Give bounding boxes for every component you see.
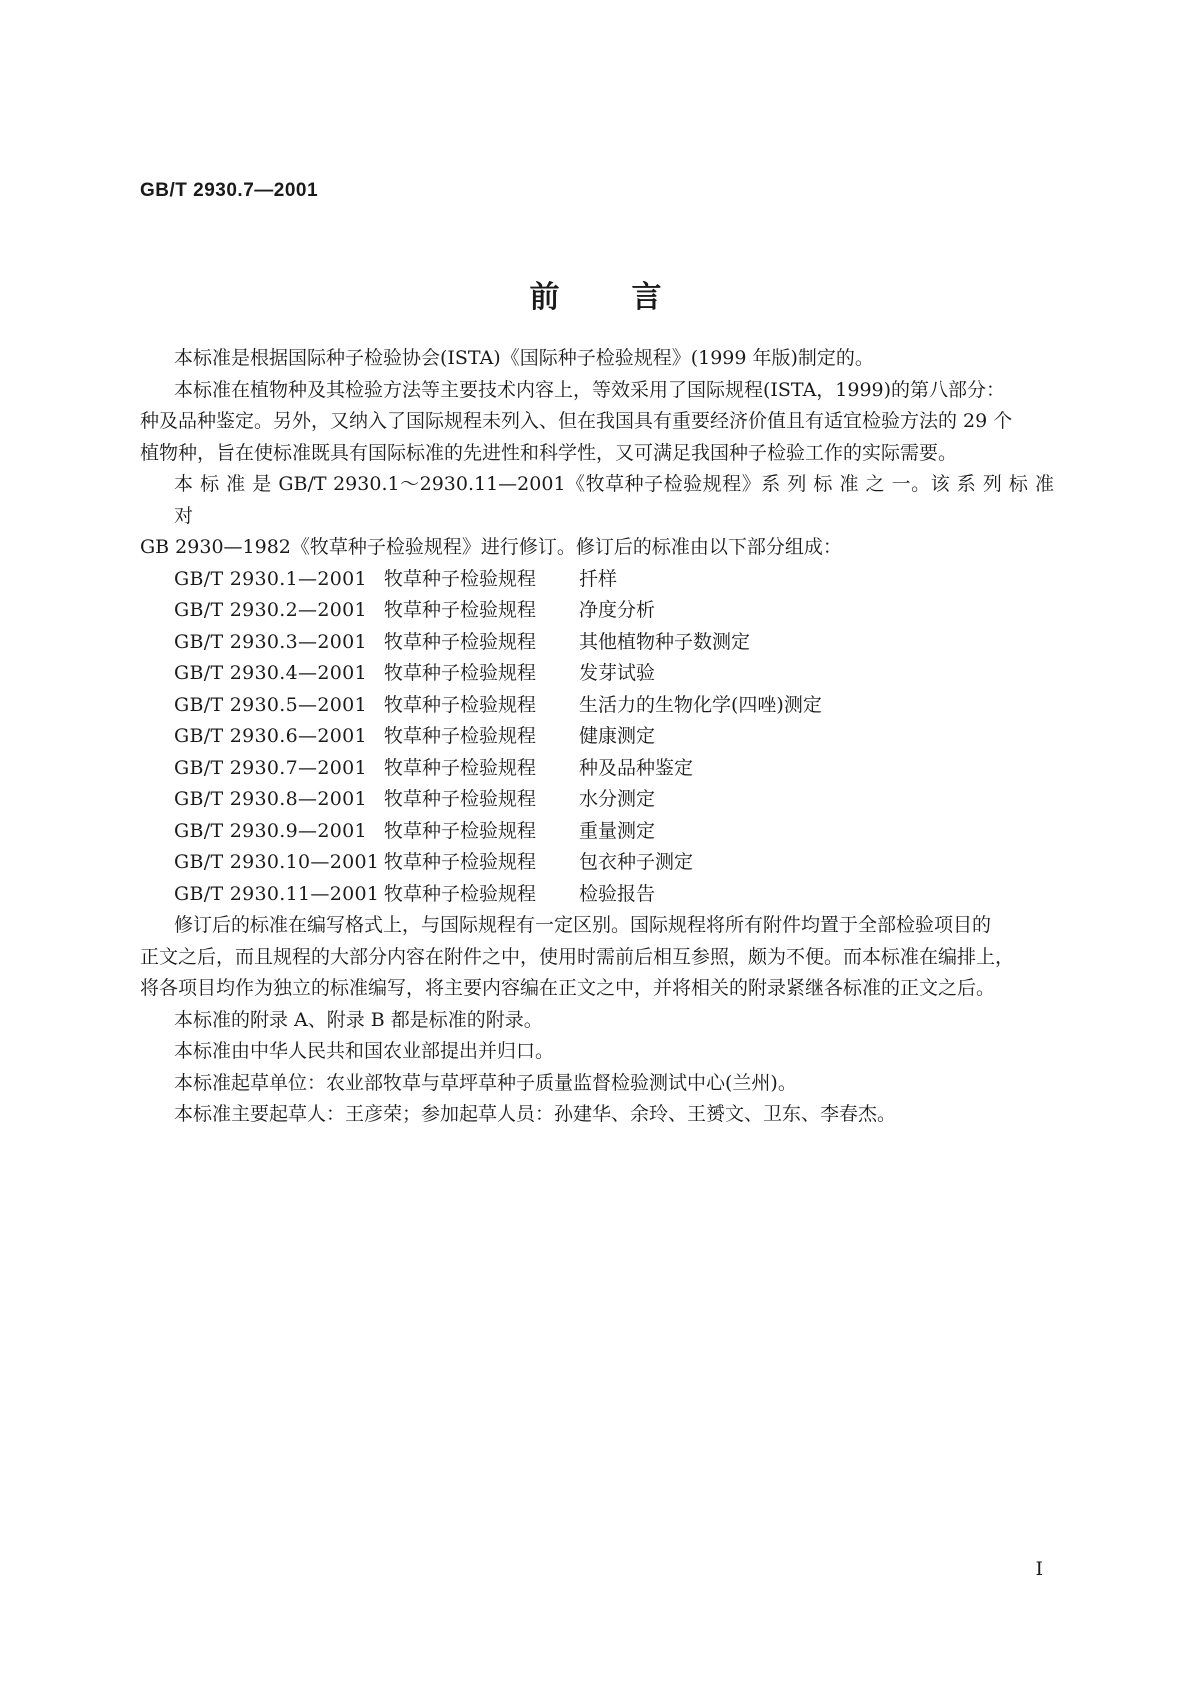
paragraph-line: 本 标 准 是 GB/T 2930.1～2930.11—2001《牧草种子检验规程》系 列 标 准 之 一。该 系 列 标 准 对 xyxy=(174,473,1054,527)
series-list xyxy=(174,564,1054,911)
series-name: 牧草种子检验规程 xyxy=(384,630,537,653)
series-name: 牧草种子检验规程 xyxy=(384,693,537,716)
list-item xyxy=(174,784,1054,816)
page-number: I xyxy=(1035,1558,1043,1580)
standard-code: GB/T 2930.11—2001 xyxy=(174,882,380,905)
paragraph-line: 正文之后，而且规程的大部分内容在附件之中，使用时需前后相互参照，颇为不便。而本标准在编排上， xyxy=(140,945,1015,968)
standard-code: GB/T 2930.9—2001 xyxy=(174,819,367,842)
paragraph-drafting-unit: 本标准起草单位：农业部牧草与草坪草种子质量监督检验测试中心(兰州)。 xyxy=(174,1071,797,1094)
list-item xyxy=(174,658,1054,690)
list-item xyxy=(174,816,1054,848)
paragraph-line: 种及品种鉴定。另外，又纳入了国际规程未列入、但在我国具有重要经济价值且有适宜检验方法的 29 个 xyxy=(140,410,1013,432)
list-item xyxy=(174,847,1054,879)
document-body xyxy=(140,343,1054,1131)
list-item xyxy=(174,595,1054,627)
paragraph-line: 修订后的标准在编写格式上，与国际规程有一定区别。国际规程将所有附件均置于全部检验项目的 xyxy=(174,914,992,936)
series-name: 牧草种子检验规程 xyxy=(384,851,537,873)
paragraph-proposer: 本标准由中华人民共和国农业部提出并归口。 xyxy=(174,1040,555,1062)
paragraph-series xyxy=(140,469,1054,564)
series-name: 牧草种子检验规程 xyxy=(384,882,537,905)
paragraph-appendix: 本标准的附录 A、附录 B 都是标准的附录。 xyxy=(174,1008,543,1031)
standard-code: GB/T 2930.8—2001 xyxy=(174,788,367,810)
list-item xyxy=(174,879,1054,911)
paragraph-equivalence xyxy=(140,375,1054,470)
standard-code: GB/T 2930.5—2001 xyxy=(174,693,367,716)
part-name: 种及品种鉴定 xyxy=(579,756,694,779)
list-item xyxy=(174,690,1054,722)
paragraph-line: 本标准在植物种及其检验方法等主要技术内容上，等效采用了国际规程(ISTA，1999)的第八部分： xyxy=(174,378,1006,401)
list-item xyxy=(174,753,1054,785)
series-name: 牧草种子检验规程 xyxy=(384,819,537,842)
paragraph-line: 植物种，旨在使标准既具有国际标准的先进性和科学性，又可满足我国种子检验工作的实际需要。 xyxy=(140,441,958,464)
series-name: 牧草种子检验规程 xyxy=(384,599,537,621)
list-item xyxy=(174,627,1054,659)
part-name: 检验报告 xyxy=(579,882,656,905)
document-code: GB/T 2930.7—2001 xyxy=(140,180,319,201)
part-name: 健康测定 xyxy=(579,725,656,747)
paragraph-drafters: 本标准主要起草人：王彦荣；参加起草人员：孙建华、余玲、王赟文、卫东、李春杰。 xyxy=(174,1103,897,1125)
part-name: 重量测定 xyxy=(579,819,656,842)
series-name: 牧草种子检验规程 xyxy=(384,567,537,590)
series-name: 牧草种子检验规程 xyxy=(384,788,537,810)
standard-code: GB/T 2930.10—2001 xyxy=(174,851,380,873)
series-name: 牧草种子检验规程 xyxy=(384,725,537,747)
part-name: 净度分析 xyxy=(579,599,656,621)
paragraph-format xyxy=(140,910,1054,1005)
series-name: 牧草种子检验规程 xyxy=(384,662,537,684)
part-name: 包衣种子测定 xyxy=(579,851,694,873)
paragraph-basis: 本标准是根据国际种子检验协会(ISTA)《国际种子检验规程》(1999 年版)制定的。 xyxy=(174,347,874,369)
standard-code: GB/T 2930.3—2001 xyxy=(174,630,367,653)
standard-code: GB/T 2930.6—2001 xyxy=(174,725,367,747)
list-item xyxy=(174,564,1054,596)
series-name: 牧草种子检验规程 xyxy=(384,756,537,779)
part-name: 生活力的生物化学(四唑)测定 xyxy=(579,693,822,716)
paragraph-line: GB 2930—1982《牧草种子检验规程》进行修订。修订后的标准由以下部分组成： xyxy=(140,536,842,558)
list-item xyxy=(174,721,1054,753)
part-name: 发芽试验 xyxy=(579,662,656,684)
standard-code: GB/T 2930.2—2001 xyxy=(174,599,367,621)
paragraph-line: 将各项目均作为独立的标准编写，将主要内容编在正文之中，并将相关的附录紧继各标准的正文之后。 xyxy=(140,977,996,999)
standard-code: GB/T 2930.7—2001 xyxy=(174,756,367,779)
part-name: 其他植物种子数测定 xyxy=(579,630,751,653)
page-title: 前言 xyxy=(529,280,734,315)
part-name: 扦样 xyxy=(579,567,618,590)
standard-code: GB/T 2930.1—2001 xyxy=(174,567,367,590)
part-name: 水分测定 xyxy=(579,788,656,810)
standard-code: GB/T 2930.4—2001 xyxy=(174,662,367,684)
